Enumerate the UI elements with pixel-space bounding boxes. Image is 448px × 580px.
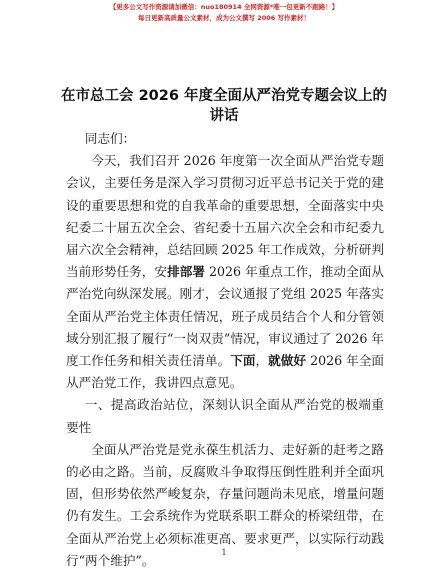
intro-bold-next: 下面 <box>230 353 256 369</box>
intro-text-part-2: 2026 年重点工作，推动全面从严治党向纵深发展。刚才，会议通报了党组 2025 年落实全面从严治党主体责任情况，班子成员结合个人和分管领域分别汇报了履行“一岗双责”情况，审议通过了 2026 年度工作任务和相关责任清单。 <box>66 264 385 369</box>
promo-banner-line-1: 【更多公文写作资源请加微信：nuo180914 全网资源*唯一包更新不跑路！】 <box>109 3 339 11</box>
intro-comma: ， <box>255 353 269 369</box>
document-title: 在市总工会 2026 年度全面从严治党专题会议上的讲话 <box>61 88 387 124</box>
page-number: 1 <box>221 548 227 557</box>
intro-text-part-3: 2026 年全面从严治党工作，我讲四点意见。 <box>66 353 385 391</box>
promo-banner <box>0 2 448 24</box>
paragraph-section-1: 全面从严治党是党永葆生机活力、走好新的赶考之路的必由之路。当前，反腐败斗争取得压倒性胜利并全面巩固，但形势依然严峻复杂，存量问题尚未见底，增量问题仍有发生。工会系统作为党联系职工群众的桥梁纽带，在全面从严治党上必须标准更高、要求更严，以实际行动践行“两个维护”。 <box>66 441 384 568</box>
intro-bold-do-well: 就做好 <box>268 353 307 369</box>
promo-banner-line-2: 每日更新高质量公文素材，成为公文撰写 2006 写作素材！ <box>137 14 311 22</box>
salutation: 同志们： <box>84 131 136 146</box>
intro-bold-arrange: 排部署 <box>167 264 205 280</box>
section-heading-1: 一、提高政治站位，深刻认识全面从严治党的极端重要性 <box>66 397 384 435</box>
intro-text-part-1: 今天，我们召开 2026 年度第一次全面从严治党专题会议，主要任务是深入学习贯彻习近平总书记关于党的建设的重要思想和党的自我革命的重要思想，全面落实中央纪委二十届五次全会、省纪委十五届六次全会和市纪委九届六次全会精神，总结回顾 2025 年工作成效，分析研判当前形势任务，安 <box>66 153 384 280</box>
document-body <box>66 128 384 572</box>
paragraph-intro <box>66 150 384 394</box>
